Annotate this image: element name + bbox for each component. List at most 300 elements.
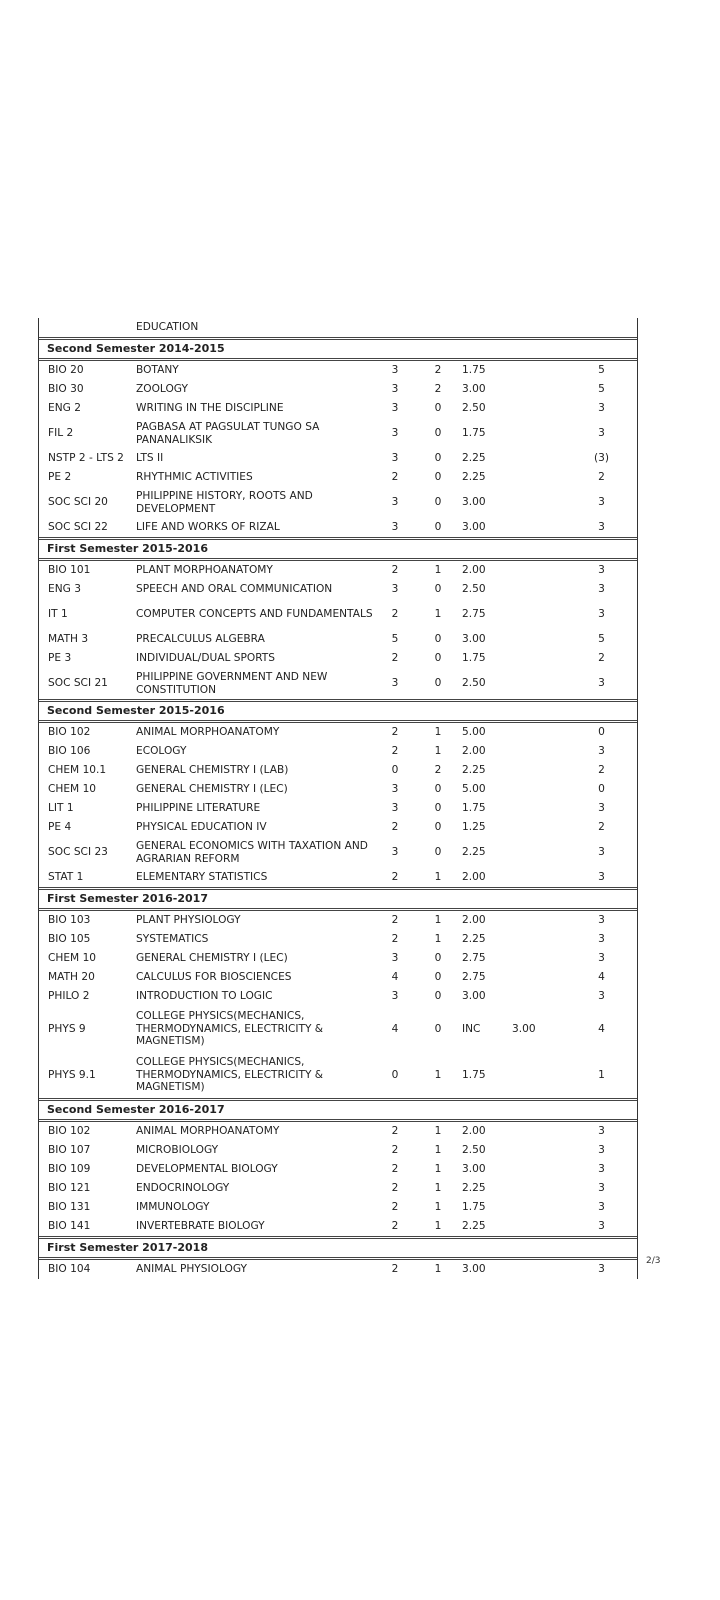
course-title: INTRODUCTION TO LOGIC [136, 990, 273, 1003]
completion-grade [512, 949, 572, 968]
course-code: MATH 20 [48, 971, 95, 984]
completion-grade [512, 599, 572, 630]
credits: 0 [598, 726, 605, 739]
final-grade: 2.25 [462, 933, 486, 946]
semester-header [39, 539, 637, 560]
lab-units: 1 [434, 1220, 442, 1233]
final-grade: 2.75 [462, 608, 486, 621]
lecture-units: 3 [391, 783, 399, 796]
credits: 3 [598, 1220, 605, 1233]
page-number: 2/3 [646, 1256, 661, 1266]
course-code: STAT 1 [48, 871, 84, 884]
lab-units: 1 [434, 914, 442, 927]
lecture-units: 2 [391, 1125, 399, 1138]
course-code: MATH 3 [48, 633, 89, 646]
lecture-units: 0 [391, 1068, 399, 1081]
completion-grade [512, 449, 572, 468]
course-title: COLLEGE PHYSICS(MECHANICS, THERMODYNAMICS, ELECTRICITY & MAGNETISM) [136, 1010, 324, 1048]
lecture-units: 2 [391, 564, 399, 577]
completion-grade [512, 649, 572, 668]
lecture-units: 2 [391, 1220, 399, 1233]
credits: 2 [598, 471, 605, 484]
lab-units: 0 [434, 1022, 442, 1035]
lab-units: 0 [434, 821, 442, 834]
lab-units: 0 [434, 633, 442, 646]
lecture-units: 2 [391, 608, 399, 621]
course-title: PHILIPPINE GOVERNMENT AND NEW CONSTITUTION [136, 671, 328, 696]
course-row [39, 649, 637, 668]
course-title: IMMUNOLOGY [136, 1201, 210, 1214]
credits: 3 [598, 846, 605, 859]
course-code: BIO 141 [48, 1220, 91, 1233]
course-code: CHEM 10 [48, 952, 97, 965]
final-grade: 2.25 [462, 452, 486, 465]
completion-grade [512, 799, 572, 818]
completion-grade [512, 380, 572, 399]
course-row [39, 630, 637, 649]
course-code: PE 4 [48, 821, 72, 834]
completion-grade [512, 468, 572, 487]
lecture-units: 3 [391, 521, 399, 534]
course-row [39, 987, 637, 1006]
credits: 4 [598, 971, 605, 984]
final-grade: 2.25 [462, 1182, 486, 1195]
course-row [39, 868, 637, 889]
course-row [39, 399, 637, 418]
lecture-units: 3 [391, 452, 399, 465]
course-code: PHYS 9.1 [48, 1068, 96, 1081]
credits: 2 [598, 652, 605, 665]
final-grade: 2.25 [462, 764, 486, 777]
semester-header [39, 889, 637, 910]
continued-row [39, 318, 637, 339]
course-row [39, 837, 637, 868]
completion-grade [512, 630, 572, 649]
continued-title: EDUCATION [136, 321, 199, 334]
completion-grade [512, 1160, 572, 1179]
final-grade: 2.00 [462, 871, 486, 884]
lecture-units: 2 [391, 471, 399, 484]
course-code: NSTP 2 - LTS 2 [48, 452, 124, 465]
completion-grade [512, 1179, 572, 1198]
lab-units: 0 [434, 652, 442, 665]
credits: 3 [598, 564, 605, 577]
lecture-units: 2 [391, 726, 399, 739]
completion-grade [512, 580, 572, 599]
lab-units: 1 [434, 564, 442, 577]
credits: 2 [598, 821, 605, 834]
course-code: BIO 102 [48, 726, 91, 739]
course-row [39, 518, 637, 539]
lecture-units: 2 [391, 1163, 399, 1176]
final-grade: 1.75 [462, 1201, 486, 1214]
final-grade: 2.50 [462, 583, 486, 596]
completion-grade [512, 868, 572, 889]
course-row [39, 949, 637, 968]
course-code: IT 1 [48, 608, 68, 621]
course-code: BIO 102 [48, 1125, 91, 1138]
course-code: BIO 131 [48, 1201, 91, 1214]
final-grade: 5.00 [462, 783, 486, 796]
course-code: BIO 101 [48, 564, 91, 577]
course-title: ENDOCRINOLOGY [136, 1182, 230, 1195]
course-code: ENG 2 [48, 402, 81, 415]
course-code: BIO 103 [48, 914, 91, 927]
lab-units: 0 [434, 402, 442, 415]
course-row [39, 968, 637, 987]
course-row [39, 1259, 637, 1280]
course-title: GENERAL CHEMISTRY I (LEC) [136, 952, 288, 965]
lecture-units: 0 [391, 764, 399, 777]
lecture-units: 3 [391, 846, 399, 859]
course-row [39, 468, 637, 487]
course-title: COMPUTER CONCEPTS AND FUNDAMENTALS [136, 608, 373, 621]
semester-label: First Semester 2015-2016 [39, 539, 637, 560]
final-grade: 1.75 [462, 1068, 486, 1081]
credits: 5 [598, 364, 605, 377]
course-title: WRITING IN THE DISCIPLINE [136, 402, 284, 415]
course-title: ELEMENTARY STATISTICS [136, 871, 268, 884]
course-title: PLANT MORPHOANATOMY [136, 564, 273, 577]
lab-units: 2 [434, 383, 442, 396]
course-title: BOTANY [136, 364, 179, 377]
course-title: PRECALCULUS ALGEBRA [136, 633, 265, 646]
course-title: PHILIPPINE LITERATURE [136, 802, 261, 815]
course-code: BIO 105 [48, 933, 91, 946]
lab-units: 0 [434, 521, 442, 534]
credits: 4 [598, 1022, 605, 1035]
course-row [39, 449, 637, 468]
course-title: ZOOLOGY [136, 383, 188, 396]
lecture-units: 5 [391, 633, 399, 646]
course-code: FIL 2 [48, 427, 74, 440]
lab-units: 0 [434, 583, 442, 596]
lab-units: 0 [434, 990, 442, 1003]
lecture-units: 2 [391, 1201, 399, 1214]
course-title: GENERAL CHEMISTRY I (LAB) [136, 764, 289, 777]
final-grade: 2.25 [462, 846, 486, 859]
lab-units: 1 [434, 726, 442, 739]
lab-units: 0 [434, 802, 442, 815]
lecture-units: 3 [391, 990, 399, 1003]
course-row [39, 1121, 637, 1142]
final-grade: 2.00 [462, 745, 486, 758]
course-code: PE 3 [48, 652, 72, 665]
semester-header [39, 1238, 637, 1259]
course-code: SOC SCI 21 [48, 677, 108, 690]
lecture-units: 2 [391, 652, 399, 665]
course-title: GENERAL CHEMISTRY I (LEC) [136, 783, 288, 796]
completion-grade [512, 1198, 572, 1217]
course-code: BIO 104 [48, 1263, 91, 1276]
course-code: BIO 106 [48, 745, 91, 758]
final-grade: 2.00 [462, 1125, 486, 1138]
credits: 3 [598, 496, 605, 509]
final-grade: 3.00 [462, 990, 486, 1003]
credits: (3) [593, 452, 609, 465]
semester-label: Second Semester 2015-2016 [39, 701, 637, 722]
final-grade: 3.00 [462, 496, 486, 509]
course-row [39, 668, 637, 701]
lecture-units: 3 [391, 427, 399, 440]
completion-grade [512, 1217, 572, 1238]
completion-grade [512, 761, 572, 780]
credits: 3 [598, 1182, 605, 1195]
credits: 5 [598, 383, 605, 396]
course-row [39, 1160, 637, 1179]
course-row [39, 799, 637, 818]
course-title: SPEECH AND ORAL COMMUNICATION [136, 583, 333, 596]
credits: 3 [598, 952, 605, 965]
completion-grade [512, 910, 572, 931]
lecture-units: 2 [391, 871, 399, 884]
lab-units: 0 [434, 952, 442, 965]
credits: 3 [598, 402, 605, 415]
course-title: PAGBASA AT PAGSULAT TUNGO SA PANANALIKSIK [136, 421, 320, 446]
final-grade: 2.00 [462, 564, 486, 577]
course-title: ANIMAL MORPHOANATOMY [136, 1125, 280, 1138]
completion-grade [512, 560, 572, 581]
course-title: LTS II [136, 452, 164, 465]
course-code: LIT 1 [48, 802, 74, 815]
completion-grade [512, 837, 572, 868]
final-grade: 3.00 [462, 383, 486, 396]
lab-units: 1 [434, 871, 442, 884]
lab-units: 0 [434, 677, 442, 690]
credits: 3 [598, 427, 605, 440]
semester-header [39, 1100, 637, 1121]
final-grade: INC [462, 1022, 481, 1035]
course-title: COLLEGE PHYSICS(MECHANICS, THERMODYNAMICS, ELECTRICITY & MAGNETISM) [136, 1056, 324, 1094]
course-row [39, 761, 637, 780]
course-row [39, 742, 637, 761]
completion-grade [512, 1121, 572, 1142]
final-grade: 2.50 [462, 402, 486, 415]
course-row [39, 580, 637, 599]
lecture-units: 2 [391, 1144, 399, 1157]
credits: 3 [598, 1125, 605, 1138]
final-grade: 2.50 [462, 1144, 486, 1157]
completion-grade [512, 518, 572, 539]
course-title: PHYSICAL EDUCATION IV [136, 821, 267, 834]
course-row [39, 722, 637, 743]
lab-units: 0 [434, 452, 442, 465]
completion-grade [512, 487, 572, 518]
course-code: BIO 20 [48, 364, 84, 377]
credits: 3 [598, 608, 605, 621]
final-grade: 2.50 [462, 677, 486, 690]
final-grade: 5.00 [462, 726, 486, 739]
lab-units: 1 [434, 608, 442, 621]
lab-units: 1 [434, 1201, 442, 1214]
lecture-units: 2 [391, 914, 399, 927]
course-title: MICROBIOLOGY [136, 1144, 219, 1157]
lecture-units: 3 [391, 583, 399, 596]
completion-grade [512, 668, 572, 701]
credits: 3 [598, 1263, 605, 1276]
credits: 3 [598, 802, 605, 815]
completion-grade: 3.00 [512, 1022, 536, 1035]
course-row [39, 380, 637, 399]
final-grade: 2.25 [462, 471, 486, 484]
lecture-units: 2 [391, 1182, 399, 1195]
final-grade: 1.75 [462, 802, 486, 815]
course-title: ECOLOGY [136, 745, 187, 758]
final-grade: 1.75 [462, 364, 486, 377]
lab-units: 1 [434, 1263, 442, 1276]
final-grade: 3.00 [462, 521, 486, 534]
course-row [39, 1141, 637, 1160]
lab-units: 1 [434, 933, 442, 946]
completion-grade [512, 930, 572, 949]
credits: 3 [598, 1144, 605, 1157]
credits: 3 [598, 1201, 605, 1214]
credits: 0 [598, 783, 605, 796]
lab-units: 0 [434, 783, 442, 796]
course-title: GENERAL ECONOMICS WITH TAXATION AND AGRARIAN REFORM [136, 840, 368, 865]
semester-label: First Semester 2017-2018 [39, 1238, 637, 1259]
course-title: PHILIPPINE HISTORY, ROOTS AND DEVELOPMENT [136, 490, 313, 515]
course-title: CALCULUS FOR BIOSCIENCES [136, 971, 292, 984]
lab-units: 1 [434, 1163, 442, 1176]
lecture-units: 2 [391, 933, 399, 946]
credits: 3 [598, 745, 605, 758]
course-code: SOC SCI 20 [48, 496, 108, 509]
course-row [39, 560, 637, 581]
completion-grade [512, 399, 572, 418]
lab-units: 0 [434, 496, 442, 509]
credits: 3 [598, 990, 605, 1003]
lecture-units: 4 [391, 971, 399, 984]
completion-grade [512, 818, 572, 837]
course-row [39, 1006, 637, 1052]
course-title: PLANT PHYSIOLOGY [136, 914, 241, 927]
course-row [39, 780, 637, 799]
course-title: INDIVIDUAL/DUAL SPORTS [136, 652, 275, 665]
course-row [39, 818, 637, 837]
course-code: SOC SCI 22 [48, 521, 108, 534]
completion-grade [512, 1052, 572, 1100]
course-code: CHEM 10 [48, 783, 97, 796]
semester-header [39, 339, 637, 360]
completion-grade [512, 1141, 572, 1160]
lecture-units: 2 [391, 1263, 399, 1276]
lab-units: 1 [434, 1144, 442, 1157]
course-code: SOC SCI 23 [48, 846, 108, 859]
lecture-units: 3 [391, 496, 399, 509]
lab-units: 1 [434, 1068, 442, 1081]
course-code: BIO 121 [48, 1182, 91, 1195]
credits: 2 [598, 764, 605, 777]
lecture-units: 3 [391, 802, 399, 815]
course-title: ANIMAL MORPHOANATOMY [136, 726, 280, 739]
lecture-units: 4 [391, 1022, 399, 1035]
semester-header [39, 701, 637, 722]
final-grade: 3.00 [462, 1263, 486, 1276]
course-title: RHYTHMIC ACTIVITIES [136, 471, 253, 484]
course-title: SYSTEMATICS [136, 933, 209, 946]
lecture-units: 3 [391, 952, 399, 965]
course-row [39, 910, 637, 931]
credits: 3 [598, 871, 605, 884]
course-code: PE 2 [48, 471, 72, 484]
course-title: ANIMAL PHYSIOLOGY [136, 1263, 247, 1276]
completion-grade [512, 780, 572, 799]
semester-label: First Semester 2016-2017 [39, 889, 637, 910]
course-row [39, 1179, 637, 1198]
lecture-units: 3 [391, 383, 399, 396]
completion-grade [512, 742, 572, 761]
semester-label: Second Semester 2014-2015 [39, 339, 637, 360]
completion-grade [512, 987, 572, 1006]
course-code: ENG 3 [48, 583, 81, 596]
completion-grade [512, 1259, 572, 1280]
transcript-table [38, 318, 638, 1279]
final-grade: 2.75 [462, 971, 486, 984]
course-code: PHYS 9 [48, 1022, 86, 1035]
lab-units: 2 [434, 364, 442, 377]
lab-units: 0 [434, 846, 442, 859]
course-code: BIO 107 [48, 1144, 91, 1157]
lab-units: 0 [434, 471, 442, 484]
course-row [39, 1052, 637, 1100]
course-code: CHEM 10.1 [48, 764, 107, 777]
course-row [39, 599, 637, 630]
final-grade: 3.00 [462, 1163, 486, 1176]
final-grade: 2.00 [462, 914, 486, 927]
lab-units: 1 [434, 1125, 442, 1138]
lecture-units: 2 [391, 821, 399, 834]
credits: 3 [598, 521, 605, 534]
course-title: LIFE AND WORKS OF RIZAL [136, 521, 280, 534]
course-code: BIO 109 [48, 1163, 91, 1176]
course-row [39, 1217, 637, 1238]
lab-units: 0 [434, 427, 442, 440]
course-title: DEVELOPMENTAL BIOLOGY [136, 1163, 278, 1176]
final-grade: 1.75 [462, 427, 486, 440]
credits: 3 [598, 933, 605, 946]
lab-units: 1 [434, 745, 442, 758]
final-grade: 2.75 [462, 952, 486, 965]
lecture-units: 3 [391, 677, 399, 690]
course-row [39, 360, 637, 381]
course-row [39, 487, 637, 518]
credits: 5 [598, 633, 605, 646]
lab-units: 2 [434, 764, 442, 777]
credits: 3 [598, 677, 605, 690]
lecture-units: 3 [391, 364, 399, 377]
lecture-units: 3 [391, 402, 399, 415]
completion-grade [512, 360, 572, 381]
completion-grade [512, 968, 572, 987]
completion-grade [512, 722, 572, 743]
course-row [39, 1198, 637, 1217]
final-grade: 2.25 [462, 1220, 486, 1233]
completion-grade [512, 418, 572, 449]
course-code: PHILO 2 [48, 990, 90, 1003]
final-grade: 1.25 [462, 821, 486, 834]
course-code: BIO 30 [48, 383, 84, 396]
lab-units: 0 [434, 971, 442, 984]
course-title: INVERTEBRATE BIOLOGY [136, 1220, 265, 1233]
credits: 3 [598, 1163, 605, 1176]
lab-units: 1 [434, 1182, 442, 1195]
credits: 1 [598, 1068, 605, 1081]
credits: 3 [598, 583, 605, 596]
semester-label: Second Semester 2016-2017 [39, 1100, 637, 1121]
lecture-units: 2 [391, 745, 399, 758]
final-grade: 1.75 [462, 652, 486, 665]
